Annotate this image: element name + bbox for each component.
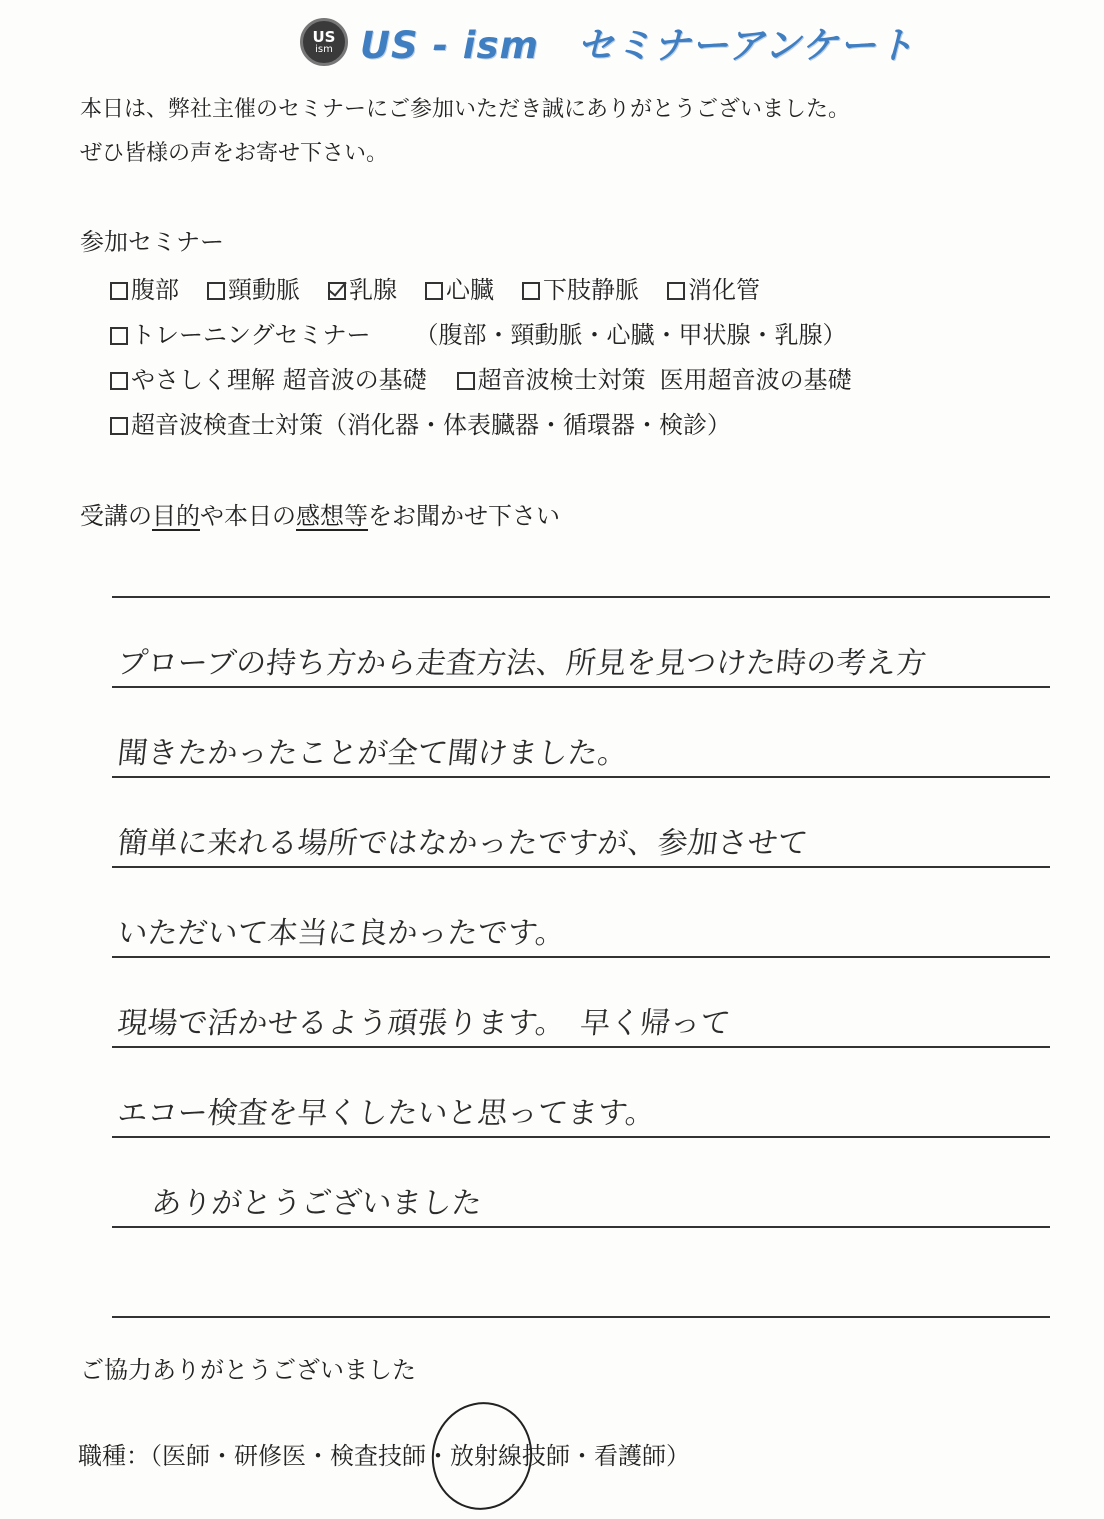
- option-label: 心臓: [446, 276, 494, 304]
- seminar-row-1: [110, 268, 852, 313]
- question-underlined-purpose: 目的: [152, 502, 200, 530]
- checkbox-digestive-tract[interactable]: [667, 282, 685, 300]
- option-label: トレーニングセミナー: [131, 321, 371, 349]
- intro-line-1: 本日は、弊社主催のセミナーにご参加いただき誠にありがとうございました。: [80, 97, 851, 122]
- intro-text: [80, 88, 850, 176]
- sonographer-exam-note: （消化器・体表臓器・循環器・検診）: [323, 411, 731, 439]
- occupation-options: ・看護師）: [570, 1442, 690, 1470]
- option-training-seminar[interactable]: [110, 313, 371, 358]
- checkbox-ultrasound-exam-prep[interactable]: [457, 372, 475, 390]
- answer-line[interactable]: [112, 1138, 1050, 1228]
- checkbox-lower-limb-vein[interactable]: [522, 282, 540, 300]
- option-label: 乳腺: [349, 276, 397, 304]
- training-seminar-note: （腹部・頸動脈・心臓・甲状腺・乳腺）: [414, 321, 847, 349]
- seminar-section-title: 参加セミナー: [80, 228, 224, 256]
- answer-line[interactable]: [112, 688, 1050, 778]
- option-sonographer-exam-prep[interactable]: [110, 403, 323, 448]
- checkbox-training-seminar[interactable]: [110, 327, 128, 345]
- answer-line[interactable]: [112, 560, 1050, 598]
- option-label: 超音波検査士対策: [131, 411, 323, 439]
- handwritten-text: ありがとうございました: [149, 1186, 484, 1221]
- option-heart[interactable]: [425, 268, 494, 313]
- closing-thanks: ご協力ありがとうございました: [80, 1356, 416, 1384]
- hand-drawn-circle-mark: [422, 1393, 542, 1519]
- answer-line[interactable]: [112, 958, 1050, 1048]
- option-label: 頸動脈: [228, 276, 300, 304]
- option-ultrasound-exam-prep[interactable]: [457, 358, 646, 403]
- question-underlined-impressions: 感想等: [296, 502, 368, 530]
- question-text: 受講の: [80, 502, 152, 530]
- checkbox-abdomen[interactable]: [110, 282, 128, 300]
- feedback-question: [80, 496, 560, 531]
- question-text: や本日の: [200, 502, 296, 530]
- handwritten-text: プローブの持ち方から走査方法、所見を見つけた時の考え方: [115, 646, 928, 681]
- answer-line[interactable]: [112, 1048, 1050, 1138]
- option-label: 消化管: [688, 276, 760, 304]
- handwritten-answer-area[interactable]: [112, 560, 1050, 1318]
- survey-title: US - ism セミナーアンケート: [360, 24, 916, 67]
- survey-header: [300, 14, 920, 70]
- handwritten-text: 現場で活かせるよう頑張ります。 早く帰って: [115, 1006, 733, 1041]
- option-abdomen[interactable]: [110, 268, 179, 313]
- checkbox-basic-ultrasound[interactable]: [110, 372, 128, 390]
- question-text: をお聞かせ下さい: [368, 502, 560, 530]
- checkbox-breast-checked[interactable]: [328, 282, 346, 300]
- occupation-selected-radiological-technologist[interactable]: [450, 1436, 570, 1471]
- occupation-label: 放射線技師: [450, 1442, 570, 1470]
- seminar-row-2: [110, 313, 852, 358]
- answer-line[interactable]: [112, 778, 1050, 868]
- handwritten-text: 簡単に来れる場所ではなかったですが、参加させて: [115, 826, 810, 861]
- seminar-options: [110, 268, 852, 448]
- option-digestive-tract[interactable]: [667, 268, 760, 313]
- seminar-row-4: [110, 403, 852, 448]
- handwritten-text: エコー検査を早くしたいと思ってます。: [115, 1096, 658, 1131]
- option-basic-ultrasound[interactable]: [110, 358, 427, 403]
- handwritten-text: 聞きたかったことが全て聞けました。: [115, 736, 630, 771]
- checkbox-heart[interactable]: [425, 282, 443, 300]
- option-label: 下肢静脈: [543, 276, 639, 304]
- logo-text-top: US: [312, 27, 336, 46]
- logo-text-bottom: ism: [315, 43, 333, 55]
- answer-line[interactable]: [112, 1228, 1050, 1318]
- intro-line-2: ぜひ皆様の声をお寄せ下さい。: [80, 141, 389, 166]
- occupation-options: 職種：（医師・研修医・検査技師・: [78, 1442, 450, 1470]
- option-label: 超音波検士対策: [477, 366, 646, 394]
- medical-ultrasound-basics-label: 医用超音波の基礎: [659, 366, 852, 394]
- us-ism-logo: [300, 18, 348, 66]
- handwritten-text: いただいて本当に良かったです。: [115, 916, 568, 951]
- option-lower-limb-vein[interactable]: [522, 268, 639, 313]
- seminar-row-3: [110, 358, 852, 403]
- answer-line[interactable]: [112, 598, 1050, 688]
- checkbox-carotid[interactable]: [207, 282, 225, 300]
- option-breast[interactable]: [328, 268, 397, 313]
- occupation-row: [78, 1436, 690, 1471]
- option-label: やさしく理解 超音波の基礎: [131, 366, 427, 394]
- option-carotid[interactable]: [207, 268, 300, 313]
- checkbox-sonographer-exam-prep[interactable]: [110, 417, 128, 435]
- option-label: 腹部: [131, 276, 179, 304]
- answer-line[interactable]: [112, 868, 1050, 958]
